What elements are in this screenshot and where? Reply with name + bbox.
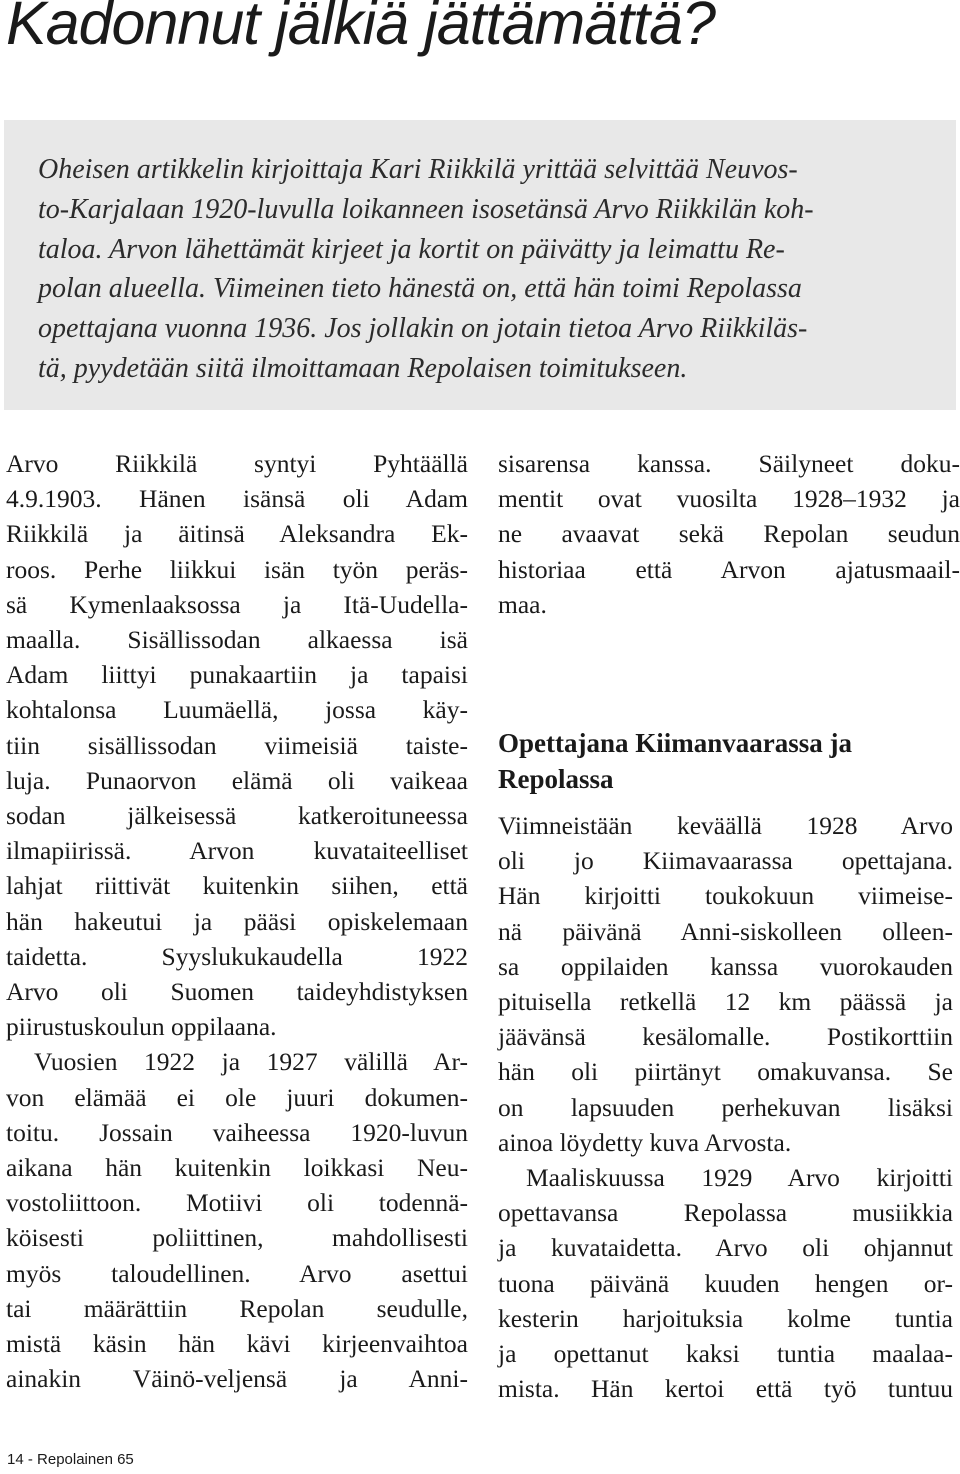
body-line: ne avaavat sekä Repolan seudun bbox=[498, 519, 960, 549]
body-line: 4.9.1903. Hänen isänsä oli Adam bbox=[6, 484, 468, 514]
body-line: Arvo oli Suomen taideyhdistyksen bbox=[6, 977, 468, 1007]
page-footer: 14 - Repolainen 65 bbox=[7, 1451, 134, 1468]
body-line: maa. bbox=[498, 589, 547, 619]
body-line: Arvo Riikkilä syntyi Pyhtäällä bbox=[6, 449, 468, 478]
body-line: Viimneistään keväällä 1928 Arvo bbox=[498, 811, 953, 840]
body-line: Adam liittyi punakaartiin ja tapaisi bbox=[6, 660, 468, 690]
body-line: kesterin harjoituksia kolme tuntia bbox=[498, 1303, 953, 1333]
body-line: kohtalonsa Luumäellä, jossa käy- bbox=[6, 695, 468, 725]
body-line: hän hakeutui ja pääsi opiskelemaan bbox=[6, 906, 468, 936]
body-line: tiin sisällissodan viimeisiä taiste- bbox=[6, 730, 468, 760]
intro-line: to-Karjalaan 1920-luvulla loikanneen isosetänsä Arvo Riikkilän koh- bbox=[38, 193, 814, 225]
section-subheading bbox=[498, 725, 953, 797]
intro-line: Oheisen artikkelin kirjoittaja Kari Riikkilä yrittää selvittää Neuvos- bbox=[38, 154, 798, 185]
body-line: ja kuvataidetta. Arvo oli ohjannut bbox=[498, 1233, 953, 1263]
body-line: toitu. Jossain vaiheessa 1920-luvun bbox=[6, 1117, 468, 1147]
body-line: köisesti poliittinen, mahdollisesti bbox=[6, 1223, 468, 1253]
body-line: Vuosien 1922 ja 1927 välillä Ar- bbox=[34, 1047, 468, 1077]
intro-line: tä, pyydetään siitä ilmoittamaan Repolaisen toimitukseen. bbox=[38, 352, 688, 384]
body-line: vostoliittoon. Motiivi oli todennä- bbox=[6, 1188, 468, 1218]
body-line: maalla. Sisällissodan alkaessa isä bbox=[6, 625, 468, 655]
body-line: Riikkilä ja äitinsä Aleksandra Ek- bbox=[6, 519, 468, 549]
body-line: on lapsuuden perhekuvan lisäksi bbox=[498, 1092, 953, 1122]
intro-line: taloa. Arvon lähettämät kirjeet ja kortit on päivätty ja leimattu Re- bbox=[38, 233, 785, 265]
body-line: opettavansa Repolassa musiikkia bbox=[498, 1198, 953, 1228]
body-line: pituisella retkellä 12 km päässä ja bbox=[498, 987, 953, 1017]
body-line: piirustuskoulun oppilaana. bbox=[6, 1012, 277, 1042]
left-column bbox=[6, 446, 468, 1396]
body-line: von elämää ei ole juuri dokumen- bbox=[6, 1082, 468, 1112]
body-line: ainakin Väinö-veljensä ja Anni- bbox=[6, 1364, 468, 1394]
body-line: aikana hän kuitenkin loikkasi Neu- bbox=[6, 1153, 468, 1183]
body-line: nä päivänä Anni-siskolleen olleen- bbox=[498, 916, 953, 946]
intro-line: opettajana vuonna 1936. Jos jollakin on jotain tietoa Arvo Riikkiläs- bbox=[38, 313, 808, 345]
body-line: Hän kirjoitti toukokuun viimeise- bbox=[498, 881, 953, 911]
body-line: tai määrättiin Repolan seudulle, bbox=[6, 1293, 468, 1323]
body-line: ja opettanut kaksi tuntia maalaa- bbox=[498, 1339, 953, 1369]
intro-line: polan alueella. Viimeinen tieto hänestä on, että hän toimi Repolassa bbox=[38, 273, 802, 305]
body-line: sisarensa kanssa. Säilyneet doku- bbox=[498, 449, 960, 478]
body-line: taidetta. Syyslukukaudella 1922 bbox=[6, 941, 468, 971]
body-line: historiaa että Arvon ajatusmaail- bbox=[498, 554, 960, 584]
body-line: roos. Perhe liikkui isän työn peräs- bbox=[6, 554, 468, 584]
body-line: hän oli piirtänyt omakuvansa. Se bbox=[498, 1057, 953, 1087]
body-line: ilmapiirissä. Arvon kuvataiteelliset bbox=[6, 836, 468, 866]
body-line: mista. Hän kertoi että työ tuntuu bbox=[498, 1374, 953, 1404]
body-line: Maaliskuussa 1929 Arvo kirjoitti bbox=[526, 1163, 953, 1193]
intro-box bbox=[4, 120, 956, 410]
body-line: sodan jälkeisessä katkeroituneessa bbox=[6, 801, 468, 831]
body-line: myös taloudellinen. Arvo asettui bbox=[6, 1258, 468, 1288]
subheading-line: Opettajana Kiimanvaarassa ja bbox=[498, 728, 852, 759]
body-line: sa oppilaiden kanssa vuorokauden bbox=[498, 951, 953, 981]
body-line: tuona päivänä kuuden hengen or- bbox=[498, 1268, 953, 1298]
body-line: luja. Punaorvon elämä oli vaikeaa bbox=[6, 765, 468, 795]
body-line: oli jo Kiimavaarassa opettajana. bbox=[498, 846, 953, 876]
body-line: jäävänsä kesälomalle. Postikorttiin bbox=[498, 1022, 953, 1052]
body-line: ainoa löydetty kuva Arvosta. bbox=[498, 1127, 792, 1157]
body-line: lahjat riittivät kuitenkin siihen, että bbox=[6, 871, 468, 901]
body-line: mistä käsin hän kävi kirjeenvaihtoa bbox=[6, 1329, 468, 1359]
article-headline: Kadonnut jälkiä jättämättä? bbox=[6, 0, 715, 57]
right-column-top bbox=[498, 446, 960, 622]
right-column-bottom bbox=[498, 808, 953, 1406]
body-line: sä Kymenlaaksossa ja Itä-Uudella- bbox=[6, 589, 468, 619]
body-line: mentit ovat vuosilta 1928–1932 ja bbox=[498, 484, 960, 514]
subheading-line: Repolassa bbox=[498, 764, 614, 795]
